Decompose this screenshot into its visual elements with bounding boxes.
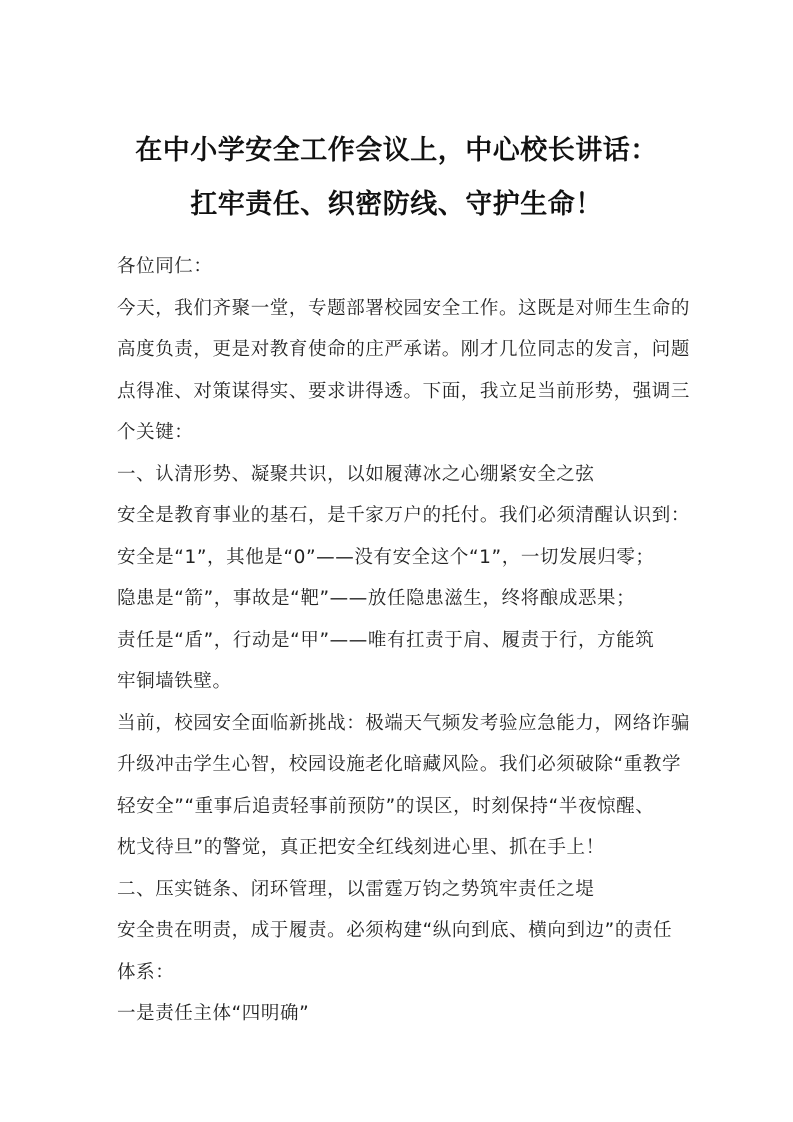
- paragraph-line: 枕戈待旦”的警觉，真正把安全红线刻进心里、抓在手上！: [117, 837, 605, 858]
- paragraph-line: 隐患是“箭”，事故是“靶”——放任隐患滋生，终将酿成恶果；: [117, 588, 636, 609]
- paragraph-line: 当前，校园安全面临新挑战：极端天气频发考验应急能力，网络诈骗: [117, 712, 691, 734]
- paragraph-line: 升级冲击学生心智，校园设施老化暗藏风险。我们必须破除“重教学: [117, 754, 682, 775]
- document-body: [117, 246, 691, 1035]
- paragraph-line: 体系：: [117, 961, 175, 983]
- paragraph-line: 牢铜墙铁壁。: [117, 671, 232, 692]
- title-line-1: 在中小学安全工作会议上，中心校长讲话：: [135, 135, 658, 166]
- paragraph-line: 安全是教育事业的基石，是千家万户的托付。我们必须清醒认识到：: [117, 505, 691, 526]
- paragraph-line: 安全是“1”，其他是“0”——没有安全这个“1”，一切发展归零；: [117, 546, 655, 568]
- subsection-heading: 一是责任主体“四明确”: [117, 1003, 310, 1024]
- salutation: 各位同仁：: [117, 256, 213, 277]
- section-heading-1: 一、认清形势、凝聚共识，以如履薄冰之心绷紧安全之弦: [117, 463, 595, 485]
- paragraph-line: 安全贵在明责，成于履责。必须构建“纵向到底、横向到边”的责任: [117, 920, 673, 941]
- paragraph-line: 责任是“盾”，行动是“甲”——唯有扛责于肩、履责于行，方能筑: [117, 629, 655, 651]
- paragraph-line: 今天，我们齐聚一堂，专题部署校园安全工作。这既是对师生生命的: [117, 297, 691, 319]
- section-heading-2: 二、压实链条、闭环管理，以雷霆万钧之势筑牢责任之堤: [117, 878, 595, 900]
- paragraph-line: 轻安全”“重事后追责轻事前预防”的误区，时刻保持“半夜惊醒、: [117, 795, 655, 817]
- paragraph-line: 个关键：: [117, 422, 194, 443]
- paragraph-line: 点得准、对策谋得实、要求讲得透。下面，我立足当前形势，强调三: [117, 380, 691, 402]
- paragraph-line: 高度负责，更是对教育使命的庄严承诺。刚才几位同志的发言，问题: [117, 339, 691, 360]
- document-title: [100, 124, 693, 232]
- title-line-2: 扛牢责任、织密防线、守护生命！: [190, 189, 603, 220]
